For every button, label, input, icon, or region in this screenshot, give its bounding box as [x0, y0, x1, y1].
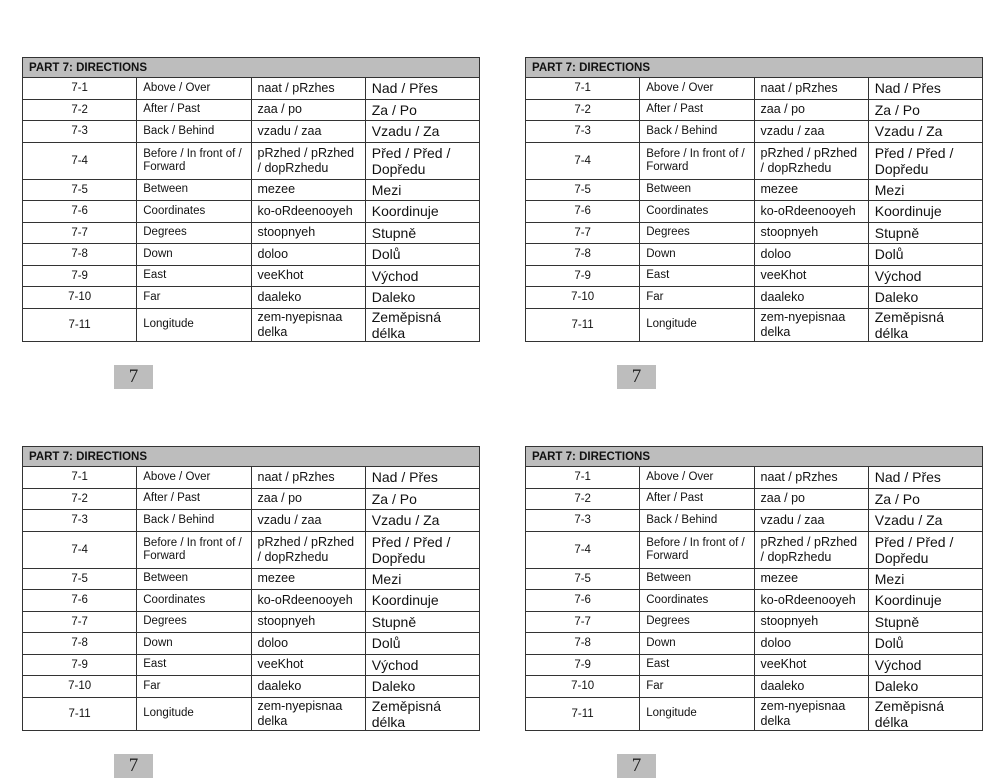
vocabulary-table — [22, 446, 480, 731]
table-row — [23, 222, 480, 244]
pronunciation: doloo — [251, 633, 365, 655]
pronunciation: ko-oRdeenooyeh — [251, 590, 365, 612]
section-title: PART 7: DIRECTIONS — [526, 447, 983, 467]
table-row — [526, 590, 983, 612]
entry-number: 7-6 — [526, 590, 640, 612]
czech-term: Zeměpisná délka — [365, 697, 479, 730]
czech-term: Nad / Přes — [365, 78, 479, 100]
pronunciation: naat / pRzhes — [251, 78, 365, 100]
czech-term: Mezi — [365, 179, 479, 201]
entry-number: 7-3 — [526, 121, 640, 143]
pronunciation: zem-nyepisnaa delka — [251, 697, 365, 730]
czech-term: Východ — [365, 265, 479, 287]
english-term: Coordinates — [640, 201, 754, 223]
pronunciation: naat / pRzhes — [754, 467, 868, 489]
english-term: Above / Over — [640, 78, 754, 100]
czech-term: Východ — [365, 654, 479, 676]
english-term: Before / In front of / Forward — [640, 142, 754, 179]
english-term: Coordinates — [137, 590, 251, 612]
vocabulary-table — [525, 446, 983, 731]
pronunciation: mezee — [251, 179, 365, 201]
czech-term: Zeměpisná délka — [868, 697, 982, 730]
pronunciation: zem-nyepisnaa delka — [754, 308, 868, 341]
entry-number: 7-5 — [23, 568, 137, 590]
pronunciation: mezee — [754, 179, 868, 201]
table-row — [526, 265, 983, 287]
english-term: Longitude — [137, 697, 251, 730]
english-term: Before / In front of / Forward — [137, 531, 251, 568]
pronunciation: mezee — [251, 568, 365, 590]
table-row — [23, 697, 480, 730]
entry-number: 7-3 — [526, 510, 640, 532]
table-row — [526, 308, 983, 341]
table-row — [23, 654, 480, 676]
entry-number: 7-1 — [526, 78, 640, 100]
czech-term: Daleko — [365, 287, 479, 309]
vocabulary-panel-3 — [22, 446, 480, 731]
english-term: Down — [137, 244, 251, 266]
table-row — [526, 121, 983, 143]
czech-term: Před / Před / Dopředu — [868, 142, 982, 179]
czech-term: Východ — [868, 654, 982, 676]
czech-term: Za / Po — [868, 488, 982, 510]
vocabulary-panel-2 — [525, 57, 983, 342]
table-row — [23, 78, 480, 100]
entry-number: 7-1 — [23, 78, 137, 100]
table-row — [23, 590, 480, 612]
entry-number: 7-2 — [23, 488, 137, 510]
entry-number: 7-11 — [23, 308, 137, 341]
entry-number: 7-3 — [23, 510, 137, 532]
pronunciation: stoopnyeh — [754, 222, 868, 244]
page-number: 7 — [617, 754, 656, 778]
czech-term: Dolů — [868, 633, 982, 655]
english-term: Between — [137, 568, 251, 590]
czech-term: Daleko — [868, 676, 982, 698]
pronunciation: vzadu / zaa — [754, 121, 868, 143]
pronunciation: pRzhed / pRzhed / dopRzhedu — [754, 531, 868, 568]
english-term: Back / Behind — [640, 510, 754, 532]
english-term: Between — [640, 179, 754, 201]
table-row — [23, 611, 480, 633]
page-number: 7 — [617, 365, 656, 389]
english-term: Degrees — [137, 222, 251, 244]
english-term: Back / Behind — [137, 510, 251, 532]
czech-term: Za / Po — [365, 99, 479, 121]
page-number: 7 — [114, 365, 153, 389]
table-row — [23, 308, 480, 341]
table-row — [526, 488, 983, 510]
czech-term: Vzadu / Za — [868, 121, 982, 143]
english-term: Far — [137, 676, 251, 698]
table-row — [526, 531, 983, 568]
table-row — [526, 201, 983, 223]
table-row — [23, 531, 480, 568]
entry-number: 7-2 — [23, 99, 137, 121]
table-row — [526, 222, 983, 244]
vocabulary-table — [22, 57, 480, 342]
entry-number: 7-8 — [23, 633, 137, 655]
entry-number: 7-5 — [526, 568, 640, 590]
pronunciation: daaleko — [754, 287, 868, 309]
entry-number: 7-5 — [526, 179, 640, 201]
english-term: Between — [137, 179, 251, 201]
entry-number: 7-10 — [23, 287, 137, 309]
section-title: PART 7: DIRECTIONS — [23, 58, 480, 78]
czech-term: Dolů — [868, 244, 982, 266]
pronunciation: ko-oRdeenooyeh — [754, 590, 868, 612]
pronunciation: vzadu / zaa — [251, 121, 365, 143]
table-row — [23, 676, 480, 698]
english-term: Above / Over — [640, 467, 754, 489]
entry-number: 7-9 — [23, 265, 137, 287]
entry-number: 7-6 — [526, 201, 640, 223]
table-row — [526, 654, 983, 676]
pronunciation: zaa / po — [754, 99, 868, 121]
czech-term: Před / Před / Dopředu — [365, 531, 479, 568]
czech-term: Vzadu / Za — [868, 510, 982, 532]
table-row — [23, 568, 480, 590]
english-term: Above / Over — [137, 467, 251, 489]
english-term: Longitude — [640, 697, 754, 730]
table-row — [526, 244, 983, 266]
czech-term: Dolů — [365, 244, 479, 266]
english-term: East — [640, 265, 754, 287]
czech-term: Mezi — [868, 568, 982, 590]
vocabulary-panel-1 — [22, 57, 480, 342]
pronunciation: doloo — [251, 244, 365, 266]
czech-term: Vzadu / Za — [365, 510, 479, 532]
english-term: Back / Behind — [137, 121, 251, 143]
entry-number: 7-7 — [526, 222, 640, 244]
pronunciation: pRzhed / pRzhed / dopRzhedu — [251, 142, 365, 179]
entry-number: 7-8 — [526, 244, 640, 266]
english-term: Degrees — [137, 611, 251, 633]
english-term: Degrees — [640, 611, 754, 633]
table-row — [23, 467, 480, 489]
czech-term: Koordinuje — [868, 590, 982, 612]
entry-number: 7-9 — [526, 654, 640, 676]
table-row — [23, 142, 480, 179]
table-row — [526, 611, 983, 633]
entry-number: 7-11 — [23, 697, 137, 730]
czech-term: Východ — [868, 265, 982, 287]
pronunciation: zaa / po — [754, 488, 868, 510]
pronunciation: zem-nyepisnaa delka — [251, 308, 365, 341]
entry-number: 7-7 — [23, 222, 137, 244]
czech-term: Stupně — [365, 222, 479, 244]
table-row — [526, 510, 983, 532]
pronunciation: vzadu / zaa — [754, 510, 868, 532]
entry-number: 7-4 — [526, 142, 640, 179]
czech-term: Mezi — [365, 568, 479, 590]
vocabulary-panel-4 — [525, 446, 983, 731]
english-term: Down — [640, 244, 754, 266]
entry-number: 7-8 — [23, 244, 137, 266]
entry-number: 7-5 — [23, 179, 137, 201]
english-term: Degrees — [640, 222, 754, 244]
czech-term: Zeměpisná délka — [868, 308, 982, 341]
entry-number: 7-9 — [23, 654, 137, 676]
czech-term: Stupně — [868, 222, 982, 244]
table-row — [23, 287, 480, 309]
section-title: PART 7: DIRECTIONS — [526, 58, 983, 78]
czech-term: Stupně — [365, 611, 479, 633]
pronunciation: stoopnyeh — [251, 611, 365, 633]
table-row — [526, 568, 983, 590]
pronunciation: zem-nyepisnaa delka — [754, 697, 868, 730]
table-row — [526, 287, 983, 309]
czech-term: Mezi — [868, 179, 982, 201]
pronunciation: stoopnyeh — [754, 611, 868, 633]
czech-term: Zeměpisná délka — [365, 308, 479, 341]
entry-number: 7-9 — [526, 265, 640, 287]
pronunciation: zaa / po — [251, 99, 365, 121]
pronunciation: vzadu / zaa — [251, 510, 365, 532]
table-row — [23, 265, 480, 287]
table-row — [526, 142, 983, 179]
english-term: Longitude — [640, 308, 754, 341]
pronunciation: pRzhed / pRzhed / dopRzhedu — [754, 142, 868, 179]
english-term: Down — [137, 633, 251, 655]
pronunciation: daaleko — [251, 676, 365, 698]
entry-number: 7-2 — [526, 99, 640, 121]
english-term: After / Past — [640, 99, 754, 121]
pronunciation: zaa / po — [251, 488, 365, 510]
pronunciation: daaleko — [251, 287, 365, 309]
english-term: Far — [640, 287, 754, 309]
pronunciation: veeKhot — [754, 654, 868, 676]
english-term: Before / In front of / Forward — [137, 142, 251, 179]
english-term: Far — [640, 676, 754, 698]
english-term: Back / Behind — [640, 121, 754, 143]
pronunciation: veeKhot — [251, 654, 365, 676]
czech-term: Před / Před / Dopředu — [365, 142, 479, 179]
english-term: Coordinates — [640, 590, 754, 612]
table-row — [526, 697, 983, 730]
table-row — [526, 78, 983, 100]
entry-number: 7-1 — [526, 467, 640, 489]
english-term: East — [137, 265, 251, 287]
entry-number: 7-10 — [526, 287, 640, 309]
pronunciation: doloo — [754, 633, 868, 655]
pronunciation: ko-oRdeenooyeh — [251, 201, 365, 223]
pronunciation: naat / pRzhes — [251, 467, 365, 489]
entry-number: 7-10 — [23, 676, 137, 698]
section-title: PART 7: DIRECTIONS — [23, 447, 480, 467]
english-term: Down — [640, 633, 754, 655]
pronunciation: daaleko — [754, 676, 868, 698]
table-row — [23, 244, 480, 266]
english-term: Far — [137, 287, 251, 309]
czech-term: Za / Po — [365, 488, 479, 510]
entry-number: 7-6 — [23, 201, 137, 223]
table-row — [526, 676, 983, 698]
pronunciation: stoopnyeh — [251, 222, 365, 244]
table-row — [526, 179, 983, 201]
table-row — [526, 633, 983, 655]
english-term: Above / Over — [137, 78, 251, 100]
entry-number: 7-3 — [23, 121, 137, 143]
english-term: After / Past — [640, 488, 754, 510]
entry-number: 7-6 — [23, 590, 137, 612]
table-row — [23, 179, 480, 201]
czech-term: Nad / Přes — [868, 467, 982, 489]
entry-number: 7-8 — [526, 633, 640, 655]
english-term: Longitude — [137, 308, 251, 341]
entry-number: 7-1 — [23, 467, 137, 489]
entry-number: 7-7 — [23, 611, 137, 633]
pronunciation: naat / pRzhes — [754, 78, 868, 100]
czech-term: Stupně — [868, 611, 982, 633]
czech-term: Před / Před / Dopředu — [868, 531, 982, 568]
table-row — [23, 633, 480, 655]
czech-term: Za / Po — [868, 99, 982, 121]
czech-term: Nad / Přes — [868, 78, 982, 100]
english-term: Before / In front of / Forward — [640, 531, 754, 568]
table-row — [23, 99, 480, 121]
english-term: Coordinates — [137, 201, 251, 223]
page-number: 7 — [114, 754, 153, 778]
czech-term: Daleko — [365, 676, 479, 698]
table-row — [23, 488, 480, 510]
english-term: East — [137, 654, 251, 676]
entry-number: 7-11 — [526, 308, 640, 341]
english-term: Between — [640, 568, 754, 590]
vocabulary-table — [525, 57, 983, 342]
table-row — [23, 121, 480, 143]
czech-term: Vzadu / Za — [365, 121, 479, 143]
czech-term: Daleko — [868, 287, 982, 309]
english-term: After / Past — [137, 99, 251, 121]
table-row — [23, 201, 480, 223]
entry-number: 7-4 — [23, 531, 137, 568]
pronunciation: veeKhot — [251, 265, 365, 287]
table-row — [526, 467, 983, 489]
czech-term: Nad / Přes — [365, 467, 479, 489]
entry-number: 7-10 — [526, 676, 640, 698]
czech-term: Koordinuje — [868, 201, 982, 223]
entry-number: 7-11 — [526, 697, 640, 730]
pronunciation: mezee — [754, 568, 868, 590]
entry-number: 7-7 — [526, 611, 640, 633]
english-term: After / Past — [137, 488, 251, 510]
pronunciation: veeKhot — [754, 265, 868, 287]
table-row — [526, 99, 983, 121]
pronunciation: ko-oRdeenooyeh — [754, 201, 868, 223]
english-term: East — [640, 654, 754, 676]
pronunciation: pRzhed / pRzhed / dopRzhedu — [251, 531, 365, 568]
pronunciation: doloo — [754, 244, 868, 266]
czech-term: Koordinuje — [365, 590, 479, 612]
czech-term: Dolů — [365, 633, 479, 655]
entry-number: 7-4 — [526, 531, 640, 568]
entry-number: 7-2 — [526, 488, 640, 510]
czech-term: Koordinuje — [365, 201, 479, 223]
entry-number: 7-4 — [23, 142, 137, 179]
table-row — [23, 510, 480, 532]
